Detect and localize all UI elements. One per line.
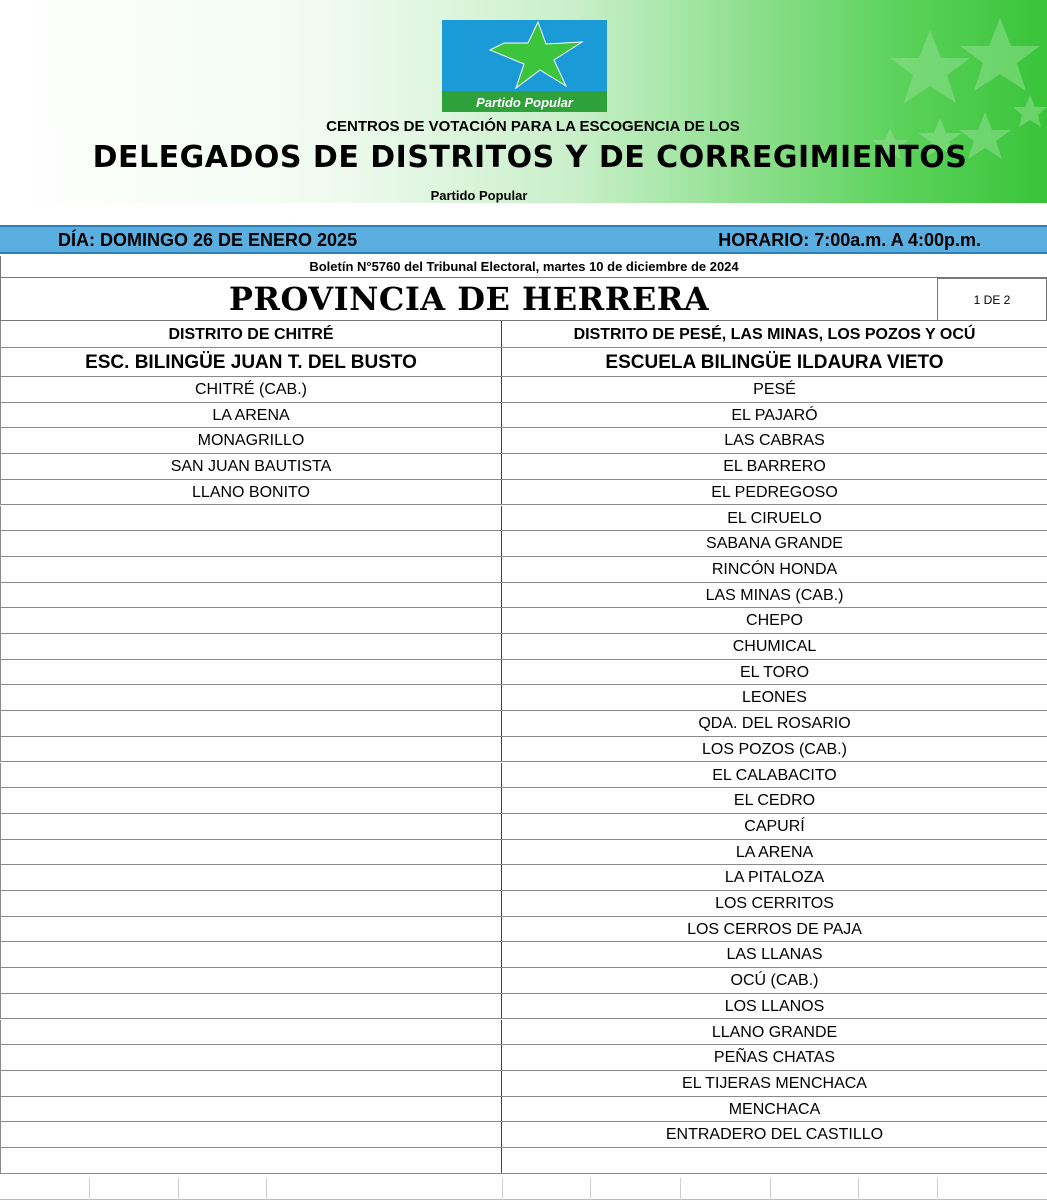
header-banner (0, 0, 1047, 203)
table-row (0, 788, 1047, 814)
right-cell: LOS POZOS (CAB.) (702, 740, 847, 758)
right-cell: LAS LLANAS (726, 946, 823, 964)
table-row (0, 685, 1047, 711)
province-title: PROVINCIA DE HERRERA (0, 278, 937, 321)
table-row (0, 403, 1047, 429)
right-cell: QDA. DEL ROSARIO (698, 715, 851, 733)
bulletin-text: Boletín N°5760 del Tribunal Electoral, martes 10 de diciembre de 2024 (309, 259, 739, 274)
right-cell: RINCÓN HONDA (711, 560, 838, 578)
right-cell: PEÑAS CHATAS (713, 1049, 836, 1067)
left-cell (0, 1020, 502, 1045)
table-row (0, 711, 1047, 737)
left-cell (0, 1122, 502, 1147)
table-row (0, 506, 1047, 532)
table-row (0, 377, 1047, 403)
left-cell (0, 1045, 502, 1070)
left-cell (0, 583, 502, 608)
left-cell (0, 557, 502, 582)
left-cell: DISTRITO DE CHITRÉ (0, 321, 502, 347)
grid-separator (680, 1178, 681, 1200)
school-row (0, 348, 1047, 377)
grid-separator (858, 1178, 859, 1200)
table-row (0, 942, 1047, 968)
right-cell: EL CIRUELO (727, 509, 822, 527)
left-cell (0, 840, 502, 865)
star-logo-icon (442, 20, 607, 91)
right-cell: EL PAJARÓ (731, 406, 818, 424)
right-cell: LLANO GRANDE (711, 1023, 838, 1041)
left-cell (0, 660, 502, 685)
table-row (0, 660, 1047, 686)
table-row (0, 814, 1047, 840)
left-cell (0, 891, 502, 916)
left-cell (0, 685, 502, 710)
grid-separator (89, 1178, 90, 1200)
table-row (0, 608, 1047, 634)
table-row (0, 634, 1047, 660)
star-icon (960, 18, 1040, 91)
left-cell (0, 506, 502, 531)
right-cell: LA PITALOZA (724, 869, 825, 887)
left-cell: LA ARENA (0, 403, 502, 428)
left-cell (0, 763, 502, 788)
right-cell: LEONES (742, 689, 807, 707)
table-row (0, 994, 1047, 1020)
left-cell: MONAGRILLO (0, 428, 502, 453)
right-cell: CHUMICAL (732, 638, 817, 655)
left-cell (0, 737, 502, 762)
table-row (0, 763, 1047, 789)
left-cell (0, 814, 502, 839)
right-cell: EL TIJERAS MENCHACA (682, 1074, 867, 1092)
table-row (0, 428, 1047, 454)
left-cell: CHITRÉ (CAB.) (0, 377, 502, 402)
table-row (0, 454, 1047, 480)
table-row (0, 865, 1047, 891)
header-subtitle: CENTROS DE VOTACIÓN PARA LA ESCOGENCIA DE LOS (326, 118, 740, 135)
left-cell (0, 942, 502, 967)
right-cell: LA ARENA (735, 843, 814, 861)
grid-separator (266, 1178, 267, 1200)
right-cell: ENTRADERO DEL CASTILLO (665, 1126, 884, 1144)
left-cell: LLANO BONITO (0, 480, 502, 505)
right-cell: ESCUELA BILINGÜE ILDAURA VIETO (605, 352, 944, 373)
table-row (0, 1097, 1047, 1123)
left-cell (0, 788, 502, 813)
left-cell (0, 917, 502, 942)
left-cell: SAN JUAN BAUTISTA (0, 454, 502, 479)
right-cell: LAS MINAS (CAB.) (705, 586, 844, 604)
logo-text: Partido Popular (476, 95, 573, 110)
table-row (0, 737, 1047, 763)
party-name: Partido Popular (430, 188, 528, 203)
grid-separator (590, 1178, 591, 1200)
right-cell: MENCHACA (728, 1100, 821, 1118)
right-cell: EL CALABACITO (712, 766, 837, 784)
left-cell (0, 994, 502, 1019)
right-cell: SABANA GRANDE (706, 535, 843, 553)
grid-separator (770, 1178, 771, 1200)
left-cell (0, 968, 502, 993)
left-cell (0, 865, 502, 890)
grid-separator (937, 1178, 938, 1200)
page-indicator: 1 DE 2 (937, 278, 1047, 321)
grid-separator (502, 1178, 503, 1200)
page-title: DELEGADOS DE DISTRITOS Y DE CORREGIMIENTOS (92, 140, 968, 175)
bulletin-reference (0, 256, 1047, 278)
table-row (0, 557, 1047, 583)
election-hours: HORARIO: 7:00a.m. A 4:00p.m. (718, 230, 981, 250)
party-logo (442, 20, 607, 112)
left-cell (0, 634, 502, 659)
right-cell: CHEPO (746, 612, 803, 630)
table-row (0, 917, 1047, 943)
right-cell (502, 1148, 1047, 1173)
right-cell: LOS CERROS DE PAJA (687, 920, 862, 938)
sheet-footer-grid (0, 1178, 1047, 1200)
right-cell: LOS LLANOS (724, 997, 825, 1015)
grid-separator (178, 1178, 179, 1200)
right-cell: DISTRITO DE PESÉ, LAS MINAS, LOS POZOS Y OCÚ (573, 326, 976, 343)
right-cell: EL CEDRO (733, 792, 816, 810)
left-cell (0, 1071, 502, 1096)
right-cell: EL TORO (739, 663, 810, 681)
table-row (0, 1148, 1047, 1174)
table-row (0, 1071, 1047, 1097)
schedule-bar (0, 225, 1047, 254)
right-cell: CAPURÍ (744, 817, 805, 835)
left-cell (0, 711, 502, 736)
election-day: DÍA: DOMINGO 26 DE ENERO 2025 (58, 230, 358, 250)
left-cell (0, 608, 502, 633)
left-cell (0, 531, 502, 556)
right-cell: OCÚ (CAB.) (730, 972, 819, 990)
table-row (0, 1020, 1047, 1046)
table-row (0, 891, 1047, 917)
right-cell: LOS CERRITOS (715, 895, 834, 912)
right-cell: PESÉ (753, 381, 796, 398)
star-icon (890, 30, 970, 103)
district-header-row (0, 321, 1047, 348)
right-cell: LAS CABRAS (724, 432, 825, 450)
table-row (0, 583, 1047, 609)
table-row (0, 840, 1047, 866)
left-cell (0, 1148, 502, 1173)
table-row (0, 968, 1047, 994)
table-row (0, 1122, 1047, 1148)
table-row (0, 1045, 1047, 1071)
right-cell: EL PEDREGOSO (711, 483, 838, 501)
left-cell (0, 1097, 502, 1122)
left-cell: ESC. BILINGÜE JUAN T. DEL BUSTO (0, 348, 502, 376)
right-cell: EL BARRERO (723, 458, 826, 476)
table-row (0, 480, 1047, 506)
table-row (0, 531, 1047, 557)
